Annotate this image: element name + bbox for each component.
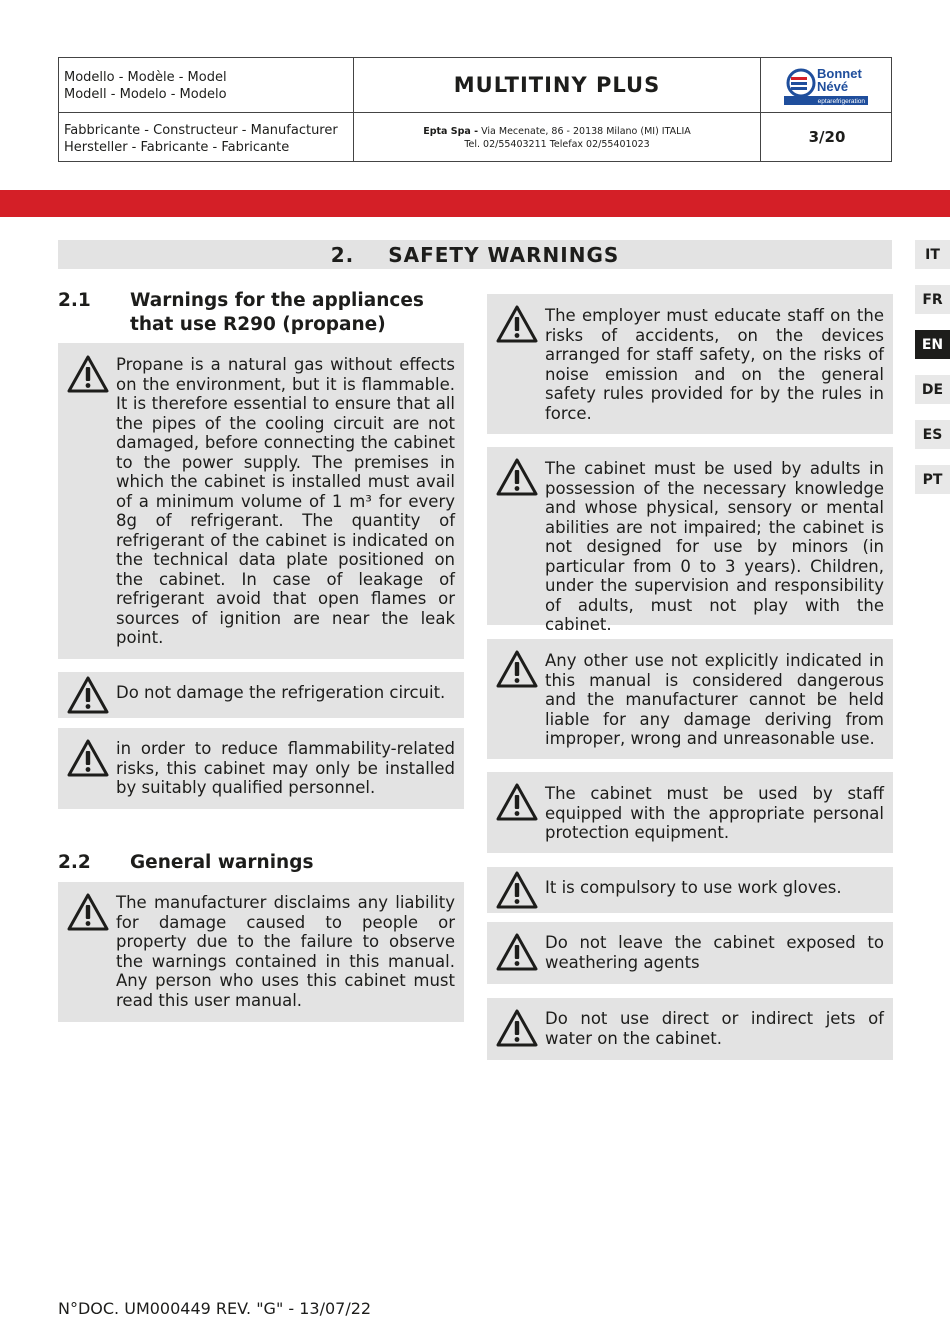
manufacturer-label-line2: Hersteller - Fabricante - Fabricante [64,140,290,155]
warning-box [58,728,464,809]
model-label [59,69,353,103]
logo-subtext: eptarefrigeration [817,98,865,105]
warning-text: The manufacturer disclaims any liability for damage caused to people or property due to the failure to observe the warnings contained in this manual. Any person who uses this cabinet must read this user manual. [116,893,455,1010]
manufacturer-phone: Tel. 02/55403211 Telefax 02/55401023 [464,139,650,150]
manufacturer-label-line1: Fabbricante - Constructeur - Manufacturer [64,123,338,138]
warning-box [58,672,464,718]
section-title [58,240,892,269]
warning-triangle-icon [495,457,539,497]
warning-text: The cabinet must be used by staff equipped with the appropriate personal protection equipment. [545,784,884,842]
warning-text: It is compulsory to use work gloves. [545,878,842,897]
warning-box [487,639,893,759]
warning-box [487,447,893,634]
lang-tab-es[interactable]: ES [915,420,950,449]
lang-tab-en[interactable]: EN [915,330,950,359]
warning-box [487,922,893,984]
warning-box [487,294,893,434]
warning-triangle-icon [66,354,110,394]
warning-box [487,867,893,913]
section-title-text: SAFETY WARNINGS [388,242,620,267]
section-number: 2. [330,242,355,267]
warning-text: Any other use not explicitly indicated in this manual is considered dangerous and the manufacturer cannot be held liable for any damage deriving from improper, wrong and unreasonable use. [545,651,884,748]
warning-triangle-icon [495,649,539,689]
warning-triangle-icon [495,782,539,822]
logo-text-2: Névé [817,79,849,94]
lang-tab-de[interactable]: DE [915,375,950,404]
model-label-line2: Modell - Modelo - Modelo [64,87,227,102]
warning-box [58,343,464,659]
warning-triangle-icon [495,304,539,344]
lang-tab-fr[interactable]: FR [915,285,950,314]
document-header [58,57,892,162]
subsection-heading-2-1 [58,289,464,339]
warning-text: The employer must educate staff on the risks of accidents, on the devices arranged for staff safety, on the risks of noise emission and on the general safety rules provided for by the rules in force. [545,306,884,423]
manufacturer-label [59,122,353,156]
warning-text: in order to reduce flammability-related risks, this cabinet may only be installed by suitably qualified personnel. [116,739,455,797]
warning-text: Do not leave the cabinet exposed to weathering agents [545,933,884,972]
warning-box [58,882,464,1022]
product-name: MULTITINY PLUS [453,73,661,97]
warning-text: The cabinet must be used by adults in possession of the necessary knowledge and whose physical, sensory or mental abilities are not impaired; the cabinet is not designed for use by minors (in particular from 0 to 3 years). Children, under the supervision and responsibility of adults, must not play with the cabinet. [545,459,884,634]
manufacturer-name: Epta Spa - [423,126,479,137]
warning-text: Do not use direct or indirect jets of water on the cabinet. [545,1009,884,1048]
warning-triangle-icon [66,675,110,715]
red-banner [0,190,950,217]
logo-text-1: Bonnet [817,66,862,81]
warning-triangle-icon [495,1008,539,1048]
warning-box [487,772,893,853]
subsection-title: General warnings [130,852,314,873]
warning-triangle-icon [495,870,539,910]
manufacturer-info [354,125,760,151]
model-label-line1: Modello - Modèle - Model [64,70,227,85]
manufacturer-address: Via Mecenate, 86 - 20138 Milano (MI) ITALIA [478,126,691,137]
page-number: 3/20 [808,128,846,146]
warning-triangle-icon [66,738,110,778]
bonnet-neve-logo [761,62,893,112]
subsection-heading-2-2 [58,851,464,877]
document-footer: N°DOC. UM000449 REV. "G" - 13/07/22 [58,1299,372,1318]
warning-text: Do not damage the refrigeration circuit. [116,683,446,702]
subsection-number: 2.1 [58,290,91,311]
subsection-title: Warnings for the appliances that use R290 (propane) [130,290,424,335]
subsection-number: 2.2 [58,852,91,873]
lang-tab-pt[interactable]: PT [915,465,950,494]
warning-triangle-icon [66,892,110,932]
warning-box [487,998,893,1060]
warning-triangle-icon [495,932,539,972]
warning-text: Propane is a natural gas without effects on the environment, but it is flammable. It is therefore essential to ensure that all the pipes of the cooling circuit are not damaged, before connecting the cabinet to the power supply. The premises in which the cabinet is installed must avail of a minimum volume of 1 m³ for every 8g of refrigerant. The quantity of refrigerant of the cabinet is indicated on the technical data plate positioned on the cabinet. In case of leakage of refrigerant avoid that open flames or sources of ignition are near the leak point. [116,355,455,647]
lang-tab-it[interactable]: IT [915,240,950,269]
